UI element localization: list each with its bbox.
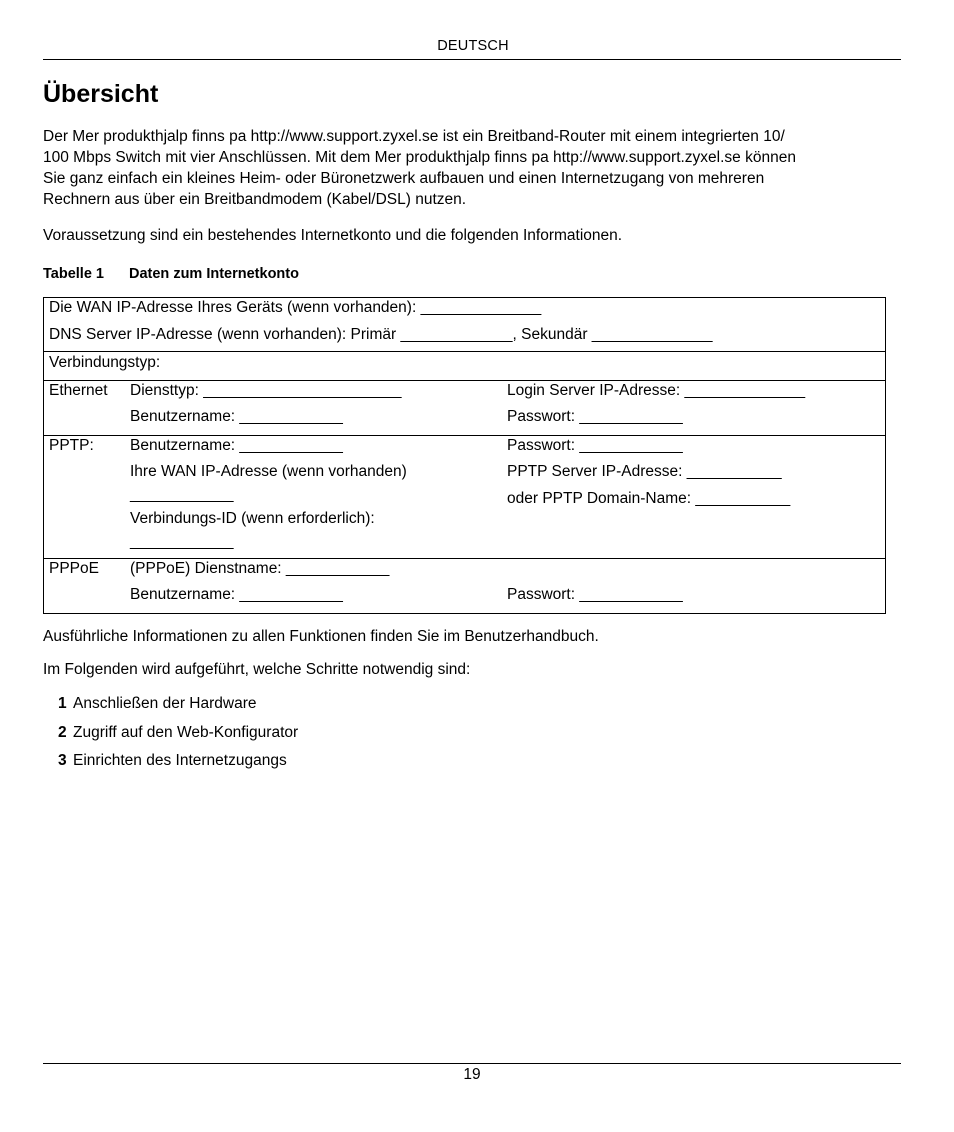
dns-server-field: DNS Server IP-Adresse (wenn vorhanden): Primär _____________, Sekundär ______________ (49, 326, 713, 343)
table-caption-number: Tabelle 1 (43, 266, 104, 282)
table-row-connection-type (44, 351, 885, 380)
step-text: Anschließen der Hardware (73, 695, 257, 712)
ethernet-login-server-field: Login Server IP-Adresse: ______________ (507, 382, 806, 399)
footer-rule (43, 1063, 901, 1064)
pptp-password-field: Passwort: ____________ (507, 437, 683, 454)
intro-paragraph (43, 126, 901, 210)
pppoe-service-name-field: (PPPoE) Dienstname: ____________ (130, 560, 390, 577)
steps-list (58, 695, 298, 781)
page-title: Übersicht (43, 80, 159, 108)
pptp-label: PPTP: (49, 437, 94, 454)
pptp-wan-ip-field: Ihre WAN IP-Adresse (wenn vorhanden) (130, 463, 407, 480)
intro-line: Der Mer produkthjalp finns pa http://www.support.zyxel.se ist ein Breitband-Router mit einem integrierten 10/ (43, 128, 785, 145)
header-rule (43, 59, 901, 60)
pptp-server-ip-field: PPTP Server IP-Adresse: ___________ (507, 463, 782, 480)
pptp-connection-id-field: Verbindungs-ID (wenn erforderlich): (130, 510, 375, 527)
table-caption (43, 266, 299, 282)
table-row-pppoe (44, 558, 885, 613)
connection-type-label: Verbindungstyp: (49, 354, 161, 371)
pptp-connection-id-blank: ____________ (130, 533, 234, 550)
intro-line: 100 Mbps Switch mit vier Anschlüssen. Mit dem Mer produkthjalp finns pa http://www.support.zyxel.se können (43, 149, 796, 166)
ethernet-password-field: Passwort: ____________ (507, 408, 683, 425)
list-item (58, 695, 298, 724)
requirements-paragraph: Voraussetzung sind ein bestehendes Internetkonto und die folgenden Informationen. (43, 227, 623, 244)
pppoe-password-field: Passwort: ____________ (507, 586, 683, 603)
step-number: 1 (58, 695, 67, 712)
page-number: 19 (463, 1066, 481, 1083)
intro-line: Rechnern aus über ein Breitbandmodem (Kabel/DSL) nutzen. (43, 191, 467, 208)
list-item (58, 752, 298, 781)
wan-ip-field: Die WAN IP-Adresse Ihres Geräts (wenn vorhanden): ______________ (49, 299, 542, 316)
step-text: Einrichten des Internetzugangs (73, 752, 287, 769)
step-text: Zugriff auf den Web-Konfigurator (73, 723, 299, 741)
table-row-pptp (44, 435, 885, 558)
pptp-username-field: Benutzername: ____________ (130, 437, 343, 454)
ethernet-username-field: Benutzername: ____________ (130, 408, 343, 425)
table-caption-title: Daten zum Internetkonto (129, 266, 299, 282)
running-header-language: DEUTSCH (437, 38, 509, 54)
account-info-table (43, 297, 886, 614)
ethernet-label: Ethernet (49, 382, 108, 399)
table-row-ethernet (44, 380, 885, 435)
table-row-addresses (44, 298, 885, 351)
pptp-domain-name-field: oder PPTP Domain-Name: ___________ (507, 490, 791, 507)
steps-intro-paragraph: Im Folgenden wird aufgeführt, welche Schritte notwendig sind: (43, 661, 471, 678)
manual-reference-paragraph: Ausführliche Informationen zu allen Funktionen finden Sie im Benutzerhandbuch. (43, 628, 599, 645)
step-number: 3 (58, 752, 67, 769)
pppoe-username-field: Benutzername: ____________ (130, 586, 343, 603)
list-item (58, 724, 298, 753)
step-number: 2 (58, 723, 67, 741)
ethernet-service-type-field: Diensttyp: _______________________ (130, 382, 402, 399)
pptp-wan-ip-blank: ____________ (130, 486, 234, 503)
pppoe-label: PPPoE (49, 560, 99, 577)
intro-line: Sie ganz einfach ein kleines Heim- oder Büronetzwerk aufbauen und einen Internetzugang von mehreren (43, 170, 765, 187)
